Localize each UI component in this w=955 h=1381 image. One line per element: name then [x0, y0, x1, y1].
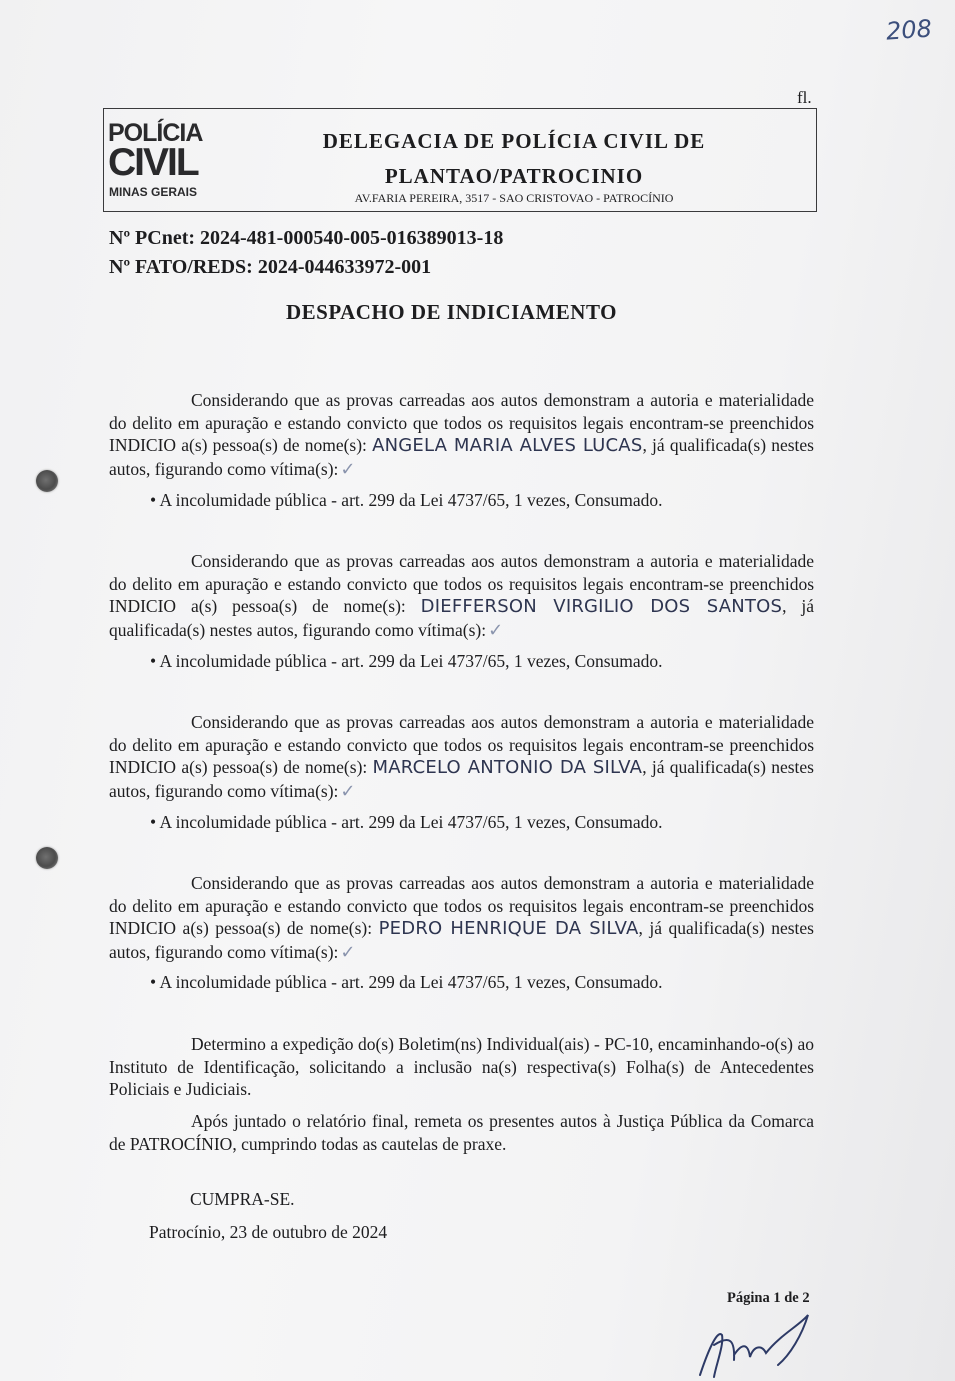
logo-line-policia: POLÍCIA — [108, 119, 203, 147]
indictment-paragraph — [109, 711, 814, 803]
referral-paragraph — [109, 1110, 814, 1155]
agency-address: AV.FARIA PEREIRA, 3517 - SAO CRISTOVAO - PATROCÍNIO — [354, 191, 674, 205]
indictment-outro: , já qualificada(s) nestes autos, figurando como vítima(s): — [109, 596, 815, 640]
logo-line-state: MINAS GERAIS — [109, 185, 198, 199]
indictment-outro: , já qualificada(s) nestes autos, figurando como vítima(s): — [109, 757, 814, 801]
indicted-name: PEDRO HENRIQUE DA SILVA — [378, 918, 639, 939]
punch-hole — [36, 470, 58, 492]
indictment-outro: , já qualificada(s) nestes autos, figurando como vítima(s): — [109, 918, 814, 962]
crime-item: • A incolumidade pública - art. 299 da Lei 4737/65, 1 vezes, Consumado. — [150, 651, 663, 671]
punch-hole — [36, 847, 58, 869]
indictment-paragraph — [109, 872, 814, 964]
indicted-name: DIEFFERSON VIRGILIO DOS SANTOS — [420, 596, 783, 617]
check-mark-icon: ✓ — [340, 780, 356, 802]
indictment-paragraph — [109, 550, 814, 642]
determination-text: Determino a expedição do(s) Boletim(ns) Individual(ais) - PC-10, encaminhando-o(s) ao Instituto de Identificação, solicitando a inclusão na(s) respectiva(s) Folha(s) de Antecedentes Policiais e Judiciais. — [109, 1034, 814, 1099]
logo-line-civil: CIVIL — [108, 141, 198, 184]
indictment-intro: Considerando que as provas carreadas aos autos demonstram a autoria e materialidade do delito em apuração e estando convicto que todos os requisitos legais encontram-se preenchidos INDICIO a(s) pessoa(s) de nome(s): — [109, 551, 814, 616]
pcnet-number: Nº PCnet: 2024-481-000540-005-016389013-18 — [109, 227, 504, 249]
determination-paragraph — [109, 1033, 814, 1101]
police-logo — [108, 119, 204, 203]
handwritten-signature — [690, 1305, 820, 1381]
indicted-name: MARCELO ANTONIO DA SILVA — [372, 757, 643, 778]
fato-reds-number: Nº FATO/REDS: 2024-044633972-001 — [109, 256, 432, 278]
indictment-paragraph — [109, 389, 814, 481]
indictment-intro: Considerando que as provas carreadas aos autos demonstram a autoria e materialidade do delito em apuração e estando convicto que todos os requisitos legais encontram-se preenchidos INDICIO a(s) pessoa(s) de nome(s): — [109, 390, 814, 455]
agency-title-line1: DELEGACIA DE POLÍCIA CIVIL DE — [322, 129, 706, 153]
check-mark-icon: ✓ — [488, 619, 504, 641]
folio-label: fl. — [797, 88, 812, 107]
check-mark-icon: ✓ — [340, 941, 356, 963]
crime-item: • A incolumidade pública - art. 299 da Lei 4737/65, 1 vezes, Consumado. — [150, 490, 663, 510]
check-mark-icon: ✓ — [340, 458, 356, 480]
indictment-outro: , já qualificada(s) nestes autos, figurando como vítima(s): — [109, 435, 814, 479]
indictment-intro: Considerando que as provas carreadas aos autos demonstram a autoria e materialidade do delito em apuração e estando convicto que todos os requisitos legais encontram-se preenchidos INDICIO a(s) pessoa(s) de nome(s): — [109, 712, 814, 777]
crime-item: • A incolumidade pública - art. 299 da Lei 4737/65, 1 vezes, Consumado. — [150, 972, 663, 992]
closing-text: CUMPRA-SE. — [190, 1189, 295, 1209]
page-number: Página 1 de 2 — [727, 1290, 810, 1306]
place-date: Patrocínio, 23 de outubro de 2024 — [149, 1222, 388, 1242]
handwritten-folio-number: 208 — [885, 14, 933, 46]
referral-text: Após juntado o relatório final, remeta os presentes autos à Justiça Pública da Comarca de PATROCÍNIO, cumprindo todas as cautelas de praxe. — [109, 1111, 814, 1154]
crime-item: • A incolumidade pública - art. 299 da Lei 4737/65, 1 vezes, Consumado. — [150, 812, 663, 832]
document-title: DESPACHO DE INDICIAMENTO — [286, 300, 617, 324]
indicted-name: ANGELA MARIA ALVES LUCAS — [372, 435, 643, 456]
letterhead — [103, 108, 817, 212]
indictment-intro: Considerando que as provas carreadas aos autos demonstram a autoria e materialidade do delito em apuração e estando convicto que todos os requisitos legais encontram-se preenchidos INDICIO a(s) pessoa(s) de nome(s): — [109, 873, 814, 938]
agency-title-line2: PLANTAO/PATROCINIO — [384, 164, 644, 188]
